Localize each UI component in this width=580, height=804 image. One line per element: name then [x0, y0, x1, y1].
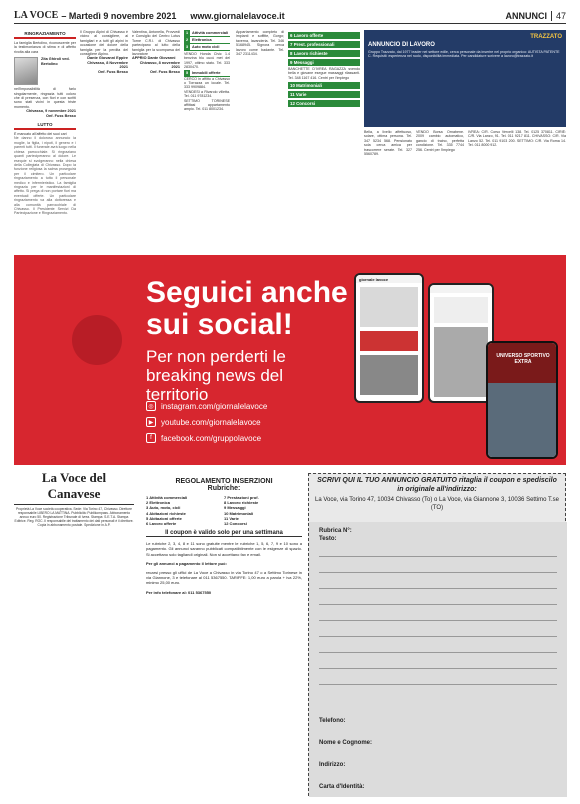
- rubric-item: 1 Attività commerciali: [146, 495, 188, 500]
- coupon-validity: Il coupon è valido solo per una settimana: [146, 530, 302, 537]
- divider: [14, 504, 134, 505]
- facebook-icon: f: [146, 433, 156, 443]
- rubric-item: 3 Auto, moto, cicli: [146, 505, 181, 511]
- page-header: [14, 8, 566, 24]
- section-heading: RINGRAZIAMENTO: [14, 30, 76, 39]
- rubric-ad: SETTIMO TORINESE affittasi appartamento ampio. Tel. 011 8001234.: [184, 98, 230, 112]
- website-link[interactable]: www.giornalelavoce.it: [190, 10, 285, 21]
- writing-line: [319, 572, 557, 573]
- ads-column: [236, 30, 284, 176]
- rubric-item: 11 Varie: [224, 515, 239, 521]
- job-advertisement: [364, 30, 566, 127]
- writing-line: [319, 588, 557, 589]
- info-phone: Per info telefonare al: 011 5367550: [146, 589, 212, 595]
- job-ad-title: ANNUNCIO DI LAVORO: [368, 42, 435, 48]
- publication-name: LA VOCE: [14, 10, 59, 21]
- writing-line: [319, 620, 557, 621]
- phone-news-tile: [360, 331, 418, 351]
- phone-news-tile: [434, 297, 488, 323]
- decorative-circle: [72, 315, 122, 365]
- rubric-header: 9 Messaggi: [288, 59, 360, 66]
- rubric-item: 10 Matrimoniali: [224, 510, 254, 516]
- coupon-fields: [309, 522, 567, 797]
- instagram-icon: ◎: [146, 401, 156, 411]
- ads-text: Bella, a livello affettuoso, solare, ottima persona. Tel. 347 5234 568. Pensionato sola cerca amica per trascorrere serate. Tel. 327 5560789.: [364, 130, 412, 157]
- social-banner: [14, 255, 566, 465]
- coupon-title: SCRIVI QUI IL TUO ANNUNCIO GRATUITO ritaglia il coupon e spediscilo in originale all'indirizzo:: [317, 477, 557, 493]
- phone-mockup: [354, 273, 424, 403]
- writing-line: [319, 604, 557, 605]
- ads-column-5: [364, 130, 412, 250]
- phone-news-tile: [434, 327, 488, 397]
- youtube-icon: ▶: [146, 417, 156, 427]
- deceased-name: Zita Ghiroli ved. Bertolino: [41, 57, 70, 66]
- lutto-body: Ne danno il doloroso annuncio la moglie, la figlia, i nipoti, il genero e i parenti tutti. Il funerale avrà luogo nella chiesa parrocchiale. Si ringraziano quanti parteciperanno al dolore. Le esequie si svolgeranno nella chiesa della Collegiata di Chivasso. Dopo la funzione religiosa la salma proseguirà per il cimitero. Un particolare ringraziamento a tutto il personale medico e infermieristico. La famiglia ringrazia per le manifestazioni di affetto. Si prega di non portare fiori ma eventuali offerte. Un particolare ringraziamento va alla dottoressa e alla comunità parrocchiale di Chivasso. Il Presidente Servizi Da Partecipazione e Ringraziamento.: [14, 136, 76, 216]
- writing-line: [319, 684, 557, 685]
- youtube-link[interactable]: ▶ youtube.com/giornalelavoce: [146, 417, 261, 427]
- ads-regulation: [146, 478, 302, 796]
- writing-line: [319, 668, 557, 669]
- phone-mockup-3: [486, 341, 558, 459]
- writing-line: [319, 556, 557, 557]
- rubric-header: 8 Lavoro richieste: [288, 50, 360, 57]
- rubric-header: 3 Auto moto cicli: [184, 44, 230, 51]
- thanks-text: La famiglia Bertolino, riconoscente per la testimonianza di stima e di affetto rivolta alla cara: [14, 41, 76, 54]
- phone-news-tile: [360, 355, 418, 395]
- condolence-heading-2: APPRIO Dante Giovanni: [132, 56, 176, 61]
- phone-news-tile: [360, 287, 418, 327]
- ads-text: Appartamento completo di impianti e soffitte, Gorgo; taverna, lavanderia. Tel. 346 5168945. Signora cerca lavoro come badante. Tel. 347 2311434.: [236, 30, 284, 57]
- rubric-header: 2 Elettronica: [184, 37, 230, 44]
- condolence-column: [80, 30, 128, 176]
- rubric-item: 7 Prestazioni prof.: [224, 495, 259, 500]
- rubric-item: 8 Lavoro richieste: [224, 500, 259, 506]
- condolence-text-2: Valentina, Antonella, Provvedi e Consiglio del Centro Lotus Torne C.R.I. di Chivasso partecipano al lutto della famiglia per la scomparsa del lavoratore: [132, 30, 180, 57]
- condolence-agency: Onf. Fuss Besso: [98, 69, 128, 74]
- ads-text: IVREA: C/R. Corso Vercelli 138. Tel. 0125 370811. CIRIÈ: C/R. Via Lanzo, 91. Tel. 011 9217 811. CHIVASSO: C/R. Via Lanzo 52. Tel. 011 9103 200. SETTIMO: C/R. Via Roma 14. Tel. 011 8000 912.: [468, 130, 566, 148]
- payment-title: Per gli annunci a pagamento il lettore può:: [146, 560, 227, 566]
- rubric-item: 9 Messaggi: [224, 505, 246, 511]
- condolence-column-2: [132, 30, 180, 176]
- masthead: [14, 470, 134, 796]
- phone-topbar: [430, 285, 492, 293]
- phone-news-tile: [488, 383, 558, 459]
- coupon-form: [308, 473, 566, 796]
- job-ad-body: Gruppo Trazzato, dal 1977 leader nel settore edile, cerca personale da inserire nel proprio organico: AUTISTA PATENTE C. Requisiti: esperienza nel ruolo, disponibilità immediata. Per candidature scrivere a lavoro@trazzato.it: [368, 50, 560, 59]
- rubric-item: 4 Abitazioni richieste: [146, 510, 186, 516]
- employment-centers: [468, 130, 566, 250]
- rubric-header: 1 Attività commerciali: [185, 31, 229, 35]
- section-title: ANNUNCI: [505, 10, 547, 21]
- rubric-item: 12 Concorsi: [224, 521, 247, 527]
- sport-tile: UNIVERSO SPORTIVO EXTRA: [488, 343, 558, 383]
- coupon-address: La Voce, via Torino 47, 10034 Chivasso (To) o La Voce, via Giannone 3, 10036 Settimo T.se (TO): [315, 497, 559, 511]
- ads-column-6: [416, 130, 464, 250]
- lutto-heading: LUTTO: [14, 121, 76, 130]
- writing-line: [319, 652, 557, 653]
- rubric-ad: VENDO Honda Civic 1.4 benzina blu cucù met del 1997, ottimo stato. Tel. 333 2830470.: [184, 52, 230, 70]
- rubric-item: 6 Lavoro offerte: [146, 521, 177, 527]
- rubrics-index: [184, 30, 230, 176]
- thanks-body: nell'impossibilità di farlo singolarmente, ringrazia tutti coloro che di presenza, con fiori e con scritti sono stati vicini in questa triste momento.: [14, 87, 76, 109]
- field-rubric[interactable]: Rubrica N°:: [319, 528, 352, 534]
- phone-app-name: giornale lavoce: [356, 275, 422, 283]
- condolence-text: Il Gruppo Alpini di Chivasso è vicino al consigliere, ai famigliari e a tutti gli alpini in occasione del dolore della famiglia per la perdita del consigliere Alpino.: [80, 30, 128, 57]
- rubric-header: 7 Prest. professionali: [288, 41, 360, 48]
- field-address[interactable]: Indirizzo:: [319, 762, 346, 768]
- funeral-agency: Onf. Fuss Besso: [46, 113, 76, 118]
- condolence-place-2: Chivasso, 8 novembre 2021: [139, 60, 180, 70]
- rubric-header: 12 Concorsi: [288, 100, 360, 107]
- rubrics-right: [288, 30, 360, 280]
- rubric-header: 5 Immobili offerte: [184, 70, 230, 77]
- regulation-body: Le rubriche 2, 3, 4, 8 e 11 sono gratuite mentre le rubriche 1, 5, 6, 7, 9 e 10 sono a pagamento. Gli annunci saranno pubblicati compatibilmente con le esigenze di spazio. Si accettano solo tagliandi originali. Non si accettano fax e email.: [146, 541, 302, 557]
- regulation-subtitle: Rubriche:: [207, 485, 241, 492]
- page-number: 47: [551, 11, 566, 21]
- masthead-text: Proprietà La Voce società cooperativa. Sede: Via Torino 47, Chivasso. Direttore responsabile LIBERO LA MATTINA. Pubblicità: Publikompass. Abbonamento annuo euro 50. Registrazione Tribunale di Ivrea. Stampa: S.E.T.A. Stampa Editrice. Reg. ROC. Il responsabile del trattamento dei dati personali è il direttore. Copia in abbonamento postale. Spedizione in A.P.: [14, 507, 134, 527]
- rubric-list: [146, 495, 302, 526]
- social-subline: Per non perderti le breaking news del territorio: [146, 347, 286, 404]
- rubric-item: 5 Abitazioni offerte: [146, 515, 182, 521]
- facebook-link[interactable]: f facebook.com/gruppolavoce: [146, 433, 261, 443]
- phone-mockup-2: [428, 283, 494, 403]
- company-logo: TRAZZATO: [530, 34, 562, 40]
- rubric-item: 2 Elettronica: [146, 500, 171, 506]
- condolence-signer: Dante Giovanni Eppire: [87, 56, 128, 61]
- rubric-text: BANCHETTE D'IVREA RAGAZZA svendo bella e giovane esegue massaggi rilassanti. Tel. 348 1167 416. Centri per l'impiego: [288, 67, 360, 80]
- place-date: Chivasso, 9 novembre 2021: [26, 109, 76, 114]
- ads-text: VENDO Borsa Ornabene. 2009 cambio automatico, gancio di traino, perfetta condizione. Tel. 335 7744 256. Centri per l'impiego: [416, 130, 464, 152]
- instagram-link[interactable]: ◎ instagram.com/giornalelavoce: [146, 401, 267, 411]
- lutto-text: È mancato all'affetto dei suoi cari: [14, 132, 67, 137]
- condolence-place: Chivasso, 8 Novembre 2021: [87, 60, 128, 70]
- field-text[interactable]: Testo:: [319, 536, 337, 542]
- rubric-header: 11 Varie: [288, 91, 360, 98]
- masthead-name: La Voce del Canavese: [41, 470, 107, 501]
- rubric-header: 10 Matrimoniali: [288, 82, 360, 89]
- payment-body: recarsi presso gli uffici de La Voce a Chivasso in via Torino 47 o a Settimo Torinese in via Giannone, 3 e telefonare al 011 5367550. TARIFFE: 1,00 euro a parola + iva 22%, minimo 25,00 euro.: [146, 570, 302, 586]
- rubric-ad: CERCO in affitto a Chivasso o Torrazza un locale. Tel. 333 9909884.: [184, 76, 230, 90]
- field-id-card[interactable]: Carta d'Identità:: [319, 784, 365, 790]
- portrait-photo: [14, 57, 38, 85]
- social-headline: Seguici anche sui social!: [146, 276, 348, 341]
- writing-line: [319, 636, 557, 637]
- rubric-ad: VENDESI a Rivarolo villetta. Tel. 011 9781234.: [184, 89, 230, 99]
- rubric-header: 6 Lavoro offerte: [288, 32, 360, 39]
- condolence-agency-2: Onf. Fuss Besso: [150, 69, 180, 74]
- field-name[interactable]: Nome e Cognome:: [319, 740, 373, 746]
- issue-date: – Martedì 9 novembre 2021: [61, 10, 177, 21]
- field-phone[interactable]: Telefono:: [319, 718, 346, 724]
- regulation-title: REGOLAMENTO INSERZIONI: [175, 478, 273, 485]
